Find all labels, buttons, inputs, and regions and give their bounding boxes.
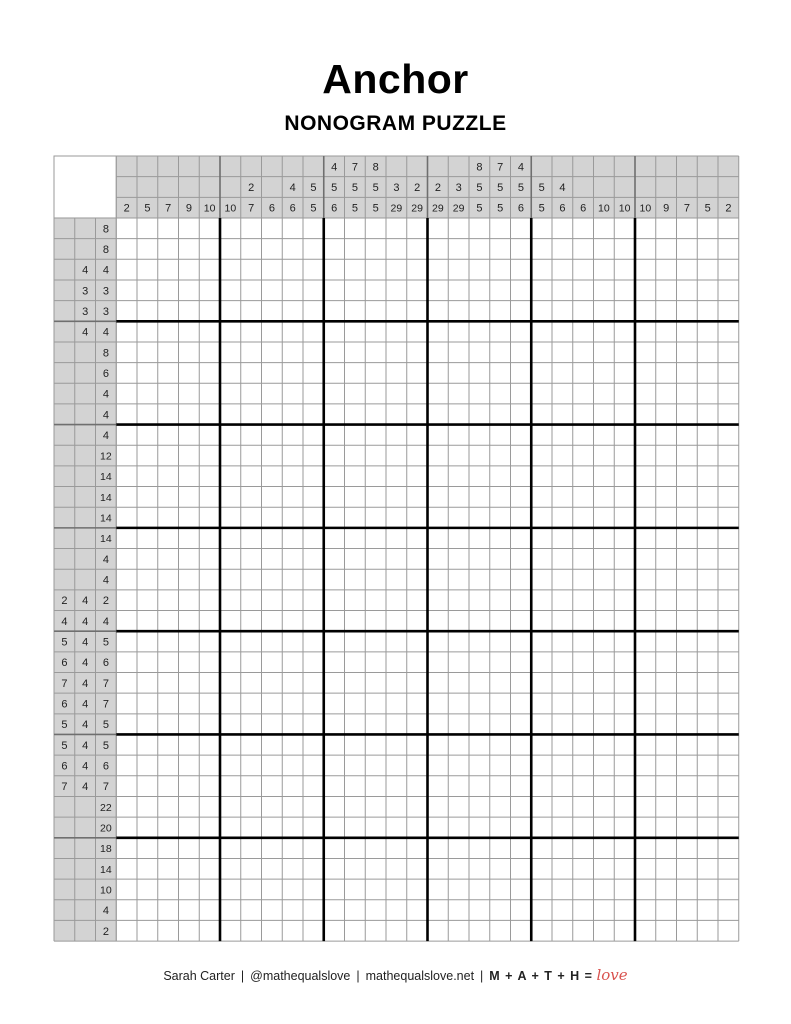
column-clue-number: 5 bbox=[538, 181, 545, 194]
column-clue-number: 4 bbox=[559, 181, 566, 194]
row-clue-number: 5 bbox=[61, 739, 68, 752]
column-clue-number: 6 bbox=[559, 202, 566, 215]
puzzle-subtitle: NONOGRAM PUZZLE bbox=[284, 112, 507, 135]
row-clue-number: 4 bbox=[61, 615, 68, 628]
row-clue-number: 3 bbox=[102, 285, 109, 298]
row-clue-number: 4 bbox=[82, 781, 89, 794]
row-clue-number: 20 bbox=[100, 822, 112, 835]
column-clue-number: 5 bbox=[372, 181, 379, 194]
footer-author: Sarah Carter bbox=[163, 969, 235, 983]
row-clue-number: 2 bbox=[61, 595, 68, 608]
row-clue-number: 5 bbox=[102, 739, 109, 752]
row-clue-number: 18 bbox=[100, 843, 112, 856]
row-clue-number: 14 bbox=[100, 533, 112, 546]
row-clue-number: 7 bbox=[102, 698, 109, 711]
column-clue-number: 2 bbox=[414, 181, 421, 194]
column-clue-number: 5 bbox=[476, 202, 483, 215]
column-clue-number: 8 bbox=[372, 161, 379, 174]
column-clue-number: 10 bbox=[203, 202, 216, 215]
column-clue-number: 5 bbox=[497, 202, 504, 215]
row-clue-number: 2 bbox=[102, 925, 109, 938]
column-clue-number: 6 bbox=[517, 202, 524, 215]
row-clue-number: 5 bbox=[61, 719, 68, 732]
row-clue-number: 14 bbox=[100, 512, 112, 525]
row-clue-number: 7 bbox=[61, 677, 68, 690]
row-clue-number: 5 bbox=[102, 636, 109, 649]
column-clue-number: 4 bbox=[517, 161, 524, 174]
row-clue-number: 4 bbox=[82, 677, 89, 690]
corner-box bbox=[54, 156, 116, 218]
row-clue-number: 4 bbox=[82, 657, 89, 670]
column-clue-number: 5 bbox=[476, 181, 483, 194]
column-clue-number: 7 bbox=[351, 161, 358, 174]
column-clue-number: 7 bbox=[683, 202, 690, 215]
row-clue-number: 4 bbox=[102, 553, 109, 566]
row-clue-number: 4 bbox=[82, 698, 89, 711]
row-clue-number: 4 bbox=[102, 409, 109, 422]
row-clue-number: 7 bbox=[61, 781, 68, 794]
column-clue-number: 3 bbox=[455, 181, 462, 194]
row-clue-number: 10 bbox=[100, 884, 112, 897]
column-clue-number: 2 bbox=[434, 181, 441, 194]
row-clue-number: 4 bbox=[82, 615, 89, 628]
column-clue-number: 5 bbox=[331, 181, 338, 194]
footer-website: mathequalslove.net bbox=[365, 969, 475, 983]
row-clue-number: 14 bbox=[100, 471, 112, 484]
column-clue-number: 6 bbox=[580, 202, 587, 215]
row-clue-number: 4 bbox=[82, 595, 89, 608]
row-clue-number: 4 bbox=[82, 264, 89, 277]
row-clue-number: 7 bbox=[102, 781, 109, 794]
row-clue-number: 4 bbox=[102, 615, 109, 628]
row-clue-number: 3 bbox=[102, 305, 109, 318]
row-clue-number: 14 bbox=[100, 491, 112, 504]
column-clue-number: 6 bbox=[289, 202, 296, 215]
puzzle-title: Anchor bbox=[322, 56, 469, 102]
row-clue-number: 3 bbox=[82, 285, 89, 298]
row-clue-number: 4 bbox=[82, 739, 89, 752]
row-clue-number: 8 bbox=[102, 223, 109, 236]
column-clue-number: 6 bbox=[268, 202, 275, 215]
column-clue-number: 2 bbox=[248, 181, 255, 194]
footer: Sarah Carter | @mathequalslove | mathequalslove.net | M + A + T + H = love bbox=[163, 966, 628, 984]
row-clue-number: 8 bbox=[102, 347, 109, 360]
row-clue-number: 4 bbox=[102, 326, 109, 339]
column-clue-number: 5 bbox=[310, 202, 317, 215]
row-clue-number: 4 bbox=[82, 636, 89, 649]
column-clue-number: 4 bbox=[331, 161, 338, 174]
column-clue-number: 5 bbox=[372, 202, 379, 215]
column-clue-number: 29 bbox=[411, 202, 423, 215]
footer-handle: @mathequalslove bbox=[250, 969, 351, 983]
row-clue-number: 4 bbox=[102, 388, 109, 401]
column-clue-number: 6 bbox=[331, 202, 338, 215]
column-clue-number: 10 bbox=[618, 202, 631, 215]
column-clue-number: 3 bbox=[393, 181, 400, 194]
footer-love-script: love bbox=[596, 966, 628, 984]
row-clue-number: 22 bbox=[100, 801, 112, 814]
row-clue-number: 6 bbox=[102, 760, 109, 773]
row-clue-number: 4 bbox=[82, 326, 89, 339]
row-clue-number: 6 bbox=[61, 760, 68, 773]
row-clue-number: 6 bbox=[102, 657, 109, 670]
column-clue-number: 2 bbox=[725, 202, 732, 215]
column-clue-number: 2 bbox=[123, 202, 130, 215]
row-clue-number: 4 bbox=[102, 429, 109, 442]
row-clue-number: 12 bbox=[100, 450, 112, 463]
column-clue-number: 7 bbox=[165, 202, 172, 215]
row-clue-number: 5 bbox=[61, 636, 68, 649]
row-clue-number: 14 bbox=[100, 863, 112, 876]
column-clue-number: 29 bbox=[452, 202, 465, 215]
row-clue-number: 6 bbox=[102, 367, 109, 380]
row-clue-number: 4 bbox=[102, 574, 109, 587]
row-clue-number: 4 bbox=[102, 264, 109, 277]
column-clue-number: 8 bbox=[476, 161, 483, 174]
column-clue-number: 5 bbox=[351, 202, 358, 215]
row-clue-number: 5 bbox=[102, 719, 109, 732]
column-clue-number: 9 bbox=[185, 202, 192, 215]
column-clue-number: 29 bbox=[432, 202, 444, 215]
column-clue-number: 5 bbox=[310, 181, 317, 194]
footer-math-equation: M + A + T + H = bbox=[489, 969, 593, 983]
column-clue-number: 5 bbox=[517, 181, 524, 194]
column-clue-number: 7 bbox=[248, 202, 255, 215]
row-clue-number: 2 bbox=[102, 595, 109, 608]
column-clue-number: 5 bbox=[704, 202, 711, 215]
column-clue-number: 9 bbox=[663, 202, 670, 215]
column-clue-number: 5 bbox=[497, 181, 504, 194]
row-clue-number: 7 bbox=[102, 677, 109, 690]
row-clue-number: 8 bbox=[102, 243, 109, 256]
column-clue-number: 5 bbox=[144, 202, 151, 215]
row-clue-number: 6 bbox=[61, 657, 68, 670]
row-clue-number: 4 bbox=[82, 760, 89, 773]
column-clue-number: 7 bbox=[497, 161, 504, 174]
row-clue-number: 4 bbox=[82, 719, 89, 732]
row-clue-number: 6 bbox=[61, 698, 68, 711]
column-clue-number: 5 bbox=[538, 202, 545, 215]
row-clue-number: 4 bbox=[102, 905, 109, 918]
column-clue-number: 4 bbox=[289, 181, 296, 194]
column-clue-number: 10 bbox=[639, 202, 652, 215]
column-clue-number: 10 bbox=[224, 202, 237, 215]
column-clue-number: 29 bbox=[390, 202, 403, 215]
column-clue-number: 5 bbox=[351, 181, 358, 194]
row-clue-number: 3 bbox=[82, 305, 89, 318]
column-clue-number: 10 bbox=[598, 202, 610, 215]
